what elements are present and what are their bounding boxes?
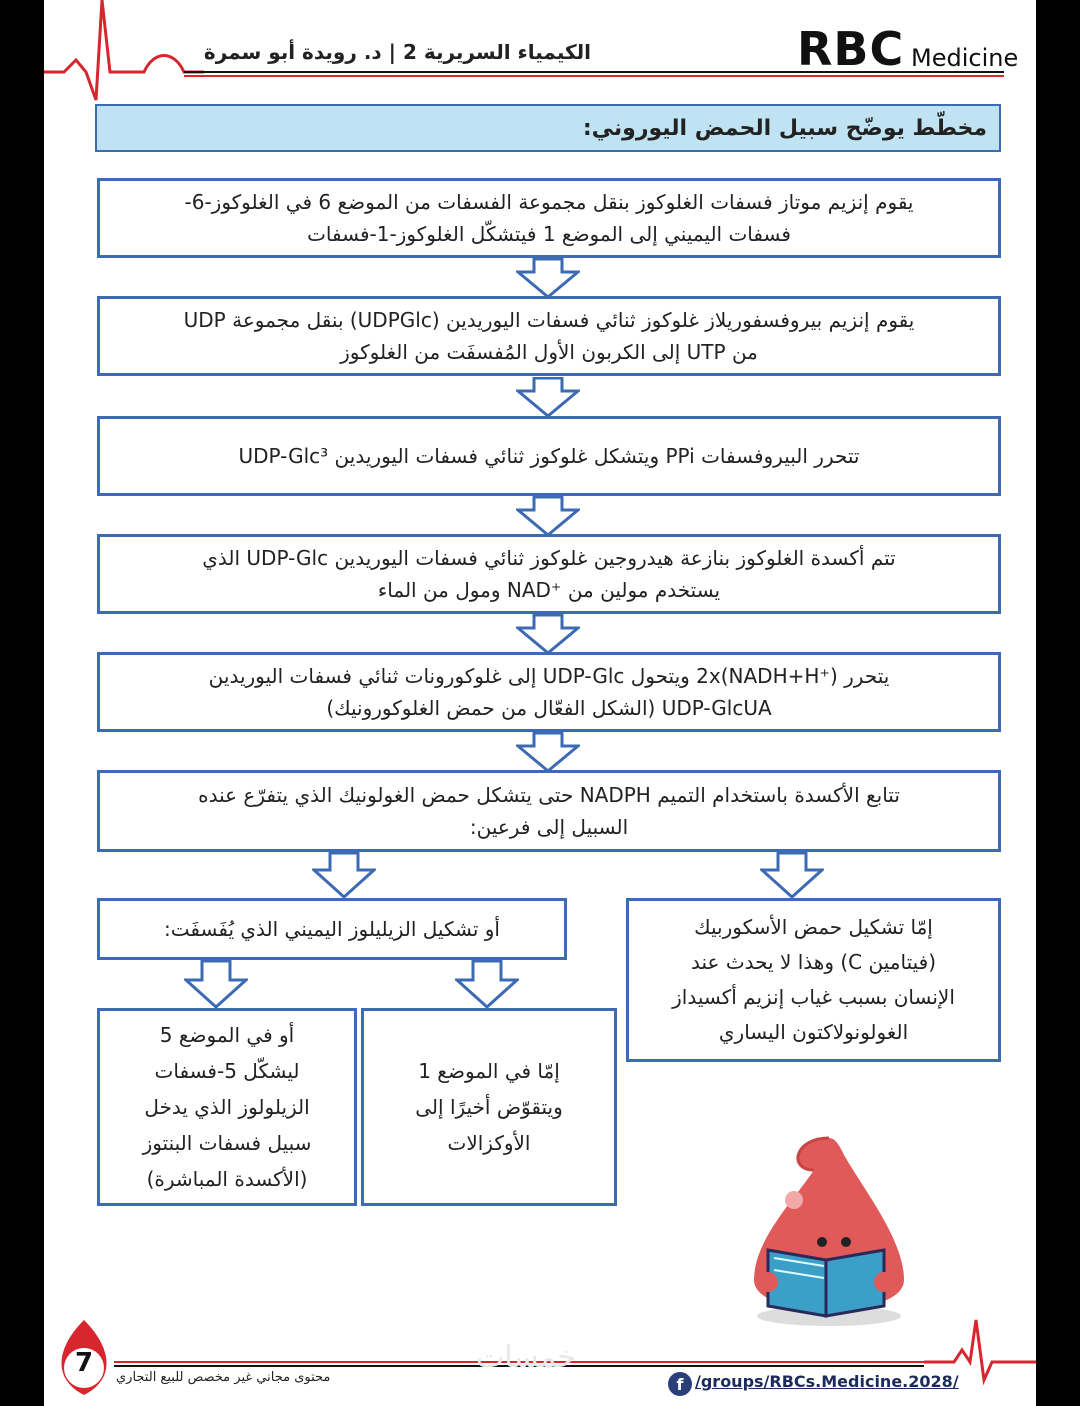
down-arrow-icon bbox=[516, 496, 580, 536]
sub-pentose-line-1: أو في الموضع 5 bbox=[159, 1023, 295, 1047]
down-arrow-icon bbox=[184, 960, 248, 1008]
sub-pentose-line-2: ليشكّل 5-فسفات bbox=[154, 1059, 300, 1083]
branch-ascorbic-line-1: إمّا تشكيل حمض الأسكوربيك bbox=[694, 915, 933, 939]
page-number: 7 bbox=[75, 1348, 94, 1378]
branch-ascorbic-box bbox=[626, 898, 1001, 1062]
header-title: الكيمياء السريرية 2 | د. رويدة أبو سمرة bbox=[203, 40, 591, 64]
step-1-line-2: فسفات اليميني إلى الموضع 1 فيتشكّل الغلوكوز-1-فسفات bbox=[307, 222, 791, 246]
step-3-line-1: تتحرر البيروفسفات PPi ويتشكل غلوكوز ثنائي فسفات اليوريدين UDP-Glc³ bbox=[238, 444, 860, 468]
mascot-drop-illustration bbox=[734, 1130, 914, 1330]
sub-pentose-line-4: سبيل فسفات البنتوز bbox=[142, 1131, 312, 1155]
section-title-bar bbox=[95, 104, 1001, 152]
branch-ascorbic-line-2: (فيتامين C) وهذا لا يحدث عند bbox=[691, 950, 936, 974]
sub-pentose-box bbox=[97, 1008, 357, 1206]
sub-oxalate-line-2: ويتقوّض أخيرًا إلى bbox=[415, 1095, 563, 1119]
logo-rb-text: RBC bbox=[797, 22, 905, 76]
down-arrow-icon bbox=[516, 258, 580, 298]
branch-xylulose-text: أو تشكيل الزيليلوز اليميني الذي يُفَسفَت: bbox=[164, 917, 500, 941]
branch-ascorbic-line-4: الغولونولاكتون اليساري bbox=[718, 1020, 909, 1044]
step-6-line-2: السبيل إلى فرعين: bbox=[469, 815, 629, 839]
down-arrow-icon bbox=[455, 960, 519, 1008]
step-2-line-2: من UTP إلى الكربون الأول المُفسفَت من الغلوكوز bbox=[340, 340, 758, 364]
down-arrow-icon bbox=[516, 614, 580, 654]
step-5-line-1: يتحرر (⁺2x(NADH+H ويتحول UDP-Glc إلى غلوكورونات ثنائي فسفات اليوريدين bbox=[208, 664, 890, 688]
step-6-line-1: تتابع الأكسدة باستخدام التميم NADPH حتى يتشكل حمض الغولونيك الذي يتفرّع عنده bbox=[198, 783, 900, 807]
down-arrow-icon bbox=[516, 377, 580, 417]
step-2-line-1: يقوم إنزيم بيروفسفوريلاز غلوكوز ثنائي فسفات اليوريدين (UDPGlc) بنقل مجموعة UDP bbox=[183, 308, 915, 332]
facebook-icon[interactable]: f bbox=[668, 1372, 692, 1396]
sub-oxalate-box bbox=[361, 1008, 617, 1206]
down-arrow-icon bbox=[760, 852, 824, 898]
branch-ascorbic-line-3: الإنسان بسبب غياب إنزيم أكسيداز bbox=[672, 985, 955, 1009]
step-4-line-1: تتم أكسدة الغلوكوز بنازعة هيدروجين غلوكوز ثنائي فسفات اليوريدين UDP-Glc الذي bbox=[202, 546, 896, 570]
document-page bbox=[44, 0, 1036, 1406]
section-title: مخطّط يوضّح سبيل الحمض اليوروني: bbox=[582, 116, 987, 141]
step-box-3 bbox=[97, 416, 1001, 496]
sub-pentose-line-5: (الأكسدة المباشرة) bbox=[146, 1167, 308, 1191]
step-box-4 bbox=[97, 534, 1001, 614]
step-box-6 bbox=[97, 770, 1001, 852]
step-box-5 bbox=[97, 652, 1001, 732]
step-4-line-2: يستخدم مولين من ⁺NAD ومول من الماء bbox=[377, 578, 721, 602]
footer-disclaimer: محتوى مجاني غير مخصص للبيع التجاري bbox=[116, 1370, 331, 1385]
step-1-line-1: يقوم إنزيم موتاز فسفات الغلوكوز بنقل مجموعة الفسفات من الموضع 6 في الغلوكوز-6- bbox=[184, 190, 914, 214]
branch-xylulose-box bbox=[97, 898, 567, 960]
watermark-text: خمسات bbox=[476, 1340, 577, 1375]
facebook-group-link[interactable]: /groups/RBCs.Medicine.2028/ bbox=[695, 1372, 959, 1391]
sub-oxalate-line-3: الأوكزالات bbox=[447, 1131, 531, 1155]
sub-oxalate-line-1: إمّا في الموضع 1 bbox=[418, 1059, 560, 1083]
step-5-line-2: UDP-GlcUA (الشكل الفعّال من حمض الغلوكورونيك) bbox=[326, 696, 772, 720]
down-arrow-icon bbox=[516, 732, 580, 772]
sub-pentose-line-3: الزيلولوز الذي يدخل bbox=[144, 1095, 310, 1119]
down-arrow-icon bbox=[312, 852, 376, 898]
step-box-1 bbox=[97, 178, 1001, 258]
step-box-2 bbox=[97, 296, 1001, 376]
logo-medicine-text: Medicine bbox=[911, 44, 1019, 72]
